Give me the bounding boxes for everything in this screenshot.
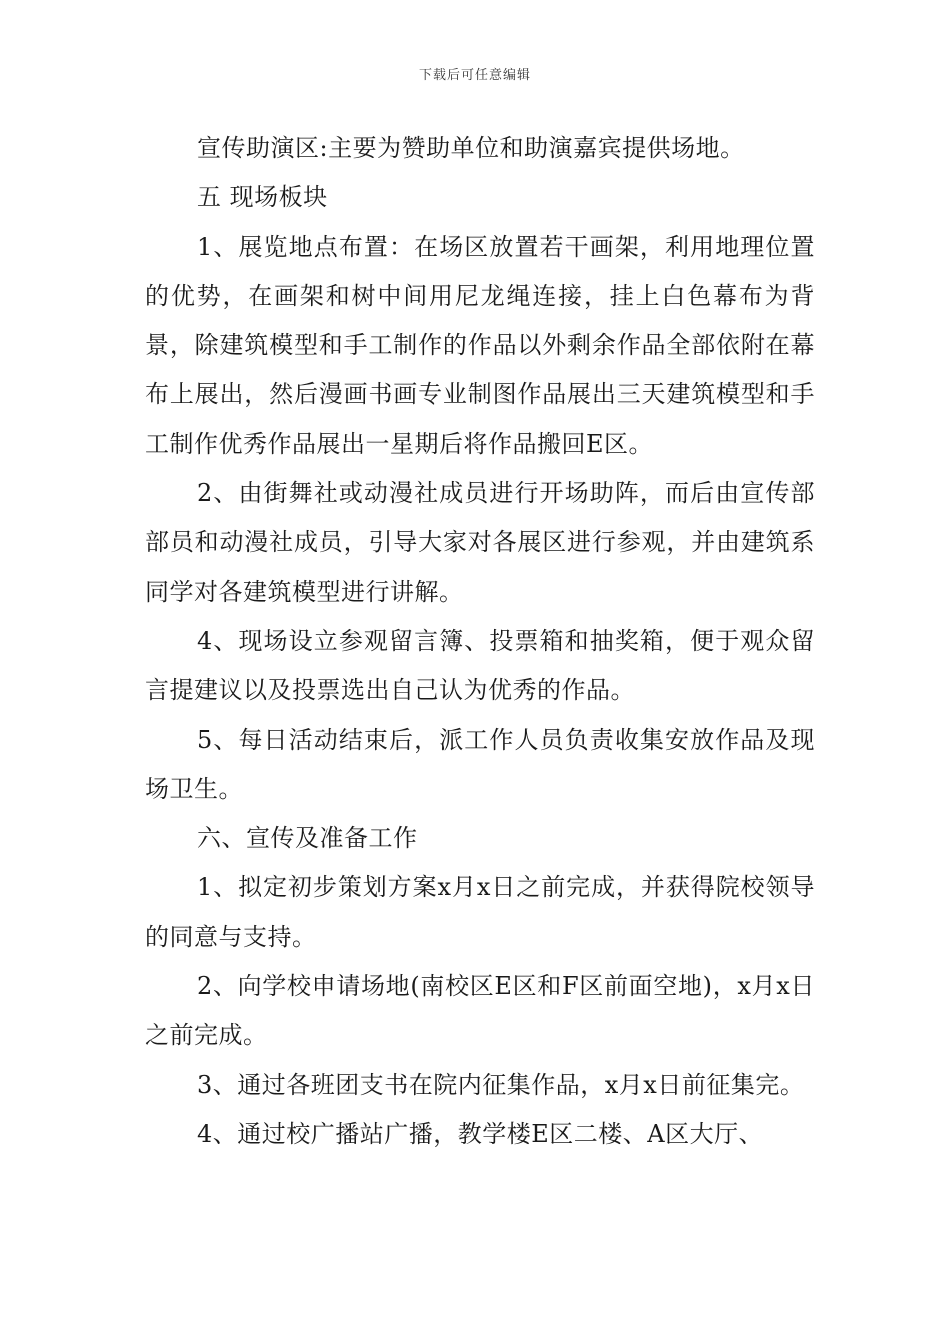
paragraph-exhibition-layout: 1、展览地点布置：在场区放置若干画架，利用地理位置的优势，在画架和树中间用尼龙绳连接，挂上白色幕布为背景，除建筑模型和手工制作的作品以外剩余作品全部依附在幕布上展出，然后漫画书画专业制图作品展出三天建筑模型和手工制作优秀作品展出一星期后将作品搬回E区。 (145, 232, 815, 458)
paragraph-guestbook: 4、现场设立参观留言簿、投票箱和抽奖箱，便于观众留言提建议以及投票选出自己认为优秀的作品。 (145, 626, 815, 705)
paragraph-venue: 2、向学校申请场地(南校区E区和F区前面空地)，x月x日之前完成。 (145, 972, 815, 1050)
paragraph-plan: 1、拟定初步策划方案x月x日之前完成，并获得院校领导的同意与支持。 (145, 873, 815, 951)
paragraph-promo-area: 宣传助演区:主要为赞助单位和助演嘉宾提供场地。 (197, 134, 745, 162)
page-header-note: 下载后可任意编辑 (418, 68, 531, 83)
paragraph-cleanup: 5、每日活动结束后，派工作人员负责收集安放作品及现场卫生。 (145, 725, 815, 803)
section-heading-onsite: 五 现场板块 (197, 183, 328, 212)
paragraph-broadcast: 4、通过校广播站广播，教学楼E区二楼、A区大厅、 (197, 1119, 764, 1148)
paragraph-opening: 2、由街舞社或动漫社成员进行开场助阵，而后由宣传部部员和动漫社成员，引导大家对各展区进行参观，并由建筑系同学对各建筑模型进行讲解。 (145, 479, 815, 606)
document-body (145, 124, 815, 1159)
section-heading-preparation: 六、宣传及准备工作 (197, 824, 418, 853)
paragraph-collection: 3、通过各班团支书在院内征集作品，x月x日前征集完。 (197, 1070, 805, 1099)
